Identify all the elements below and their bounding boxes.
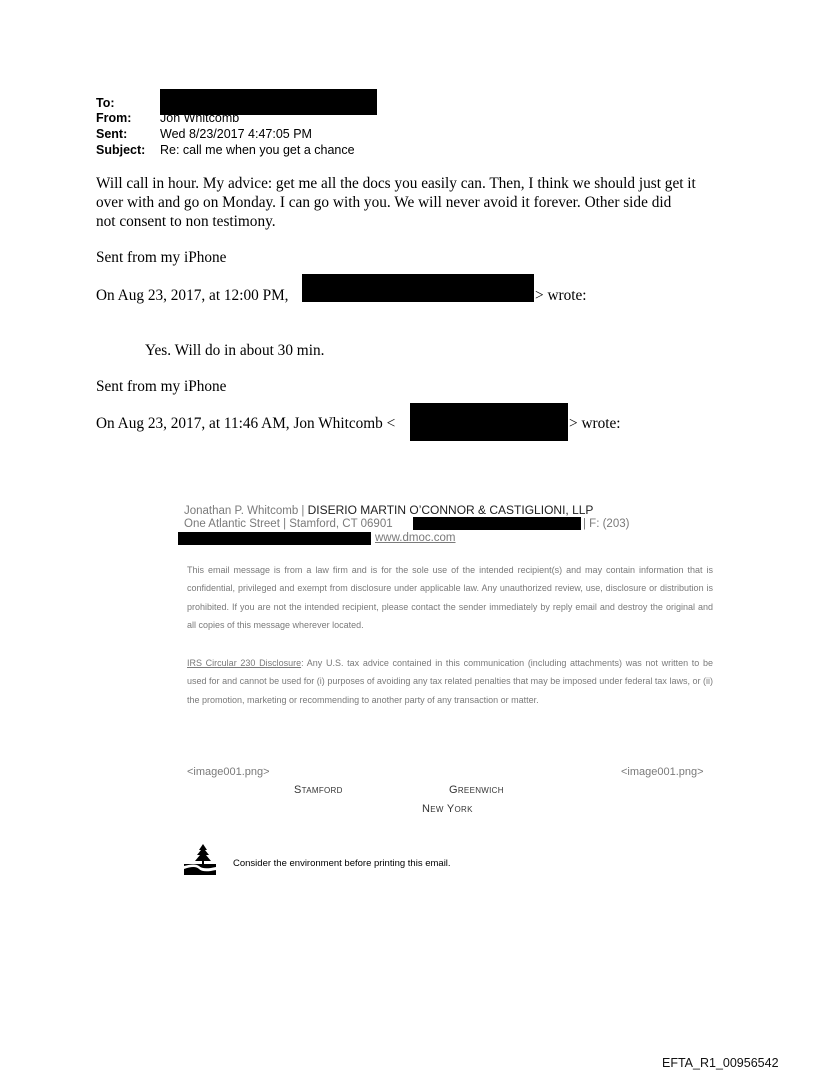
irs-disclosure-text: : Any U.S. tax advice contained in this communication (including attachments) was not written to be used for and cannot be used for (i) purposes of avoiding any tax related penalties that may be imposed under federal tax laws, or (ii) the promotion, marketing or recommending to another party of any transaction or matter. — [187, 658, 713, 705]
signature-name-line — [184, 504, 593, 518]
environment-note: Consider the environment before printing this email. — [233, 858, 451, 869]
body-line-3: not consent to non testimony. — [96, 213, 276, 230]
signature-name: Jonathan P. Whitcomb | — [184, 505, 308, 517]
sent-label: Sent: — [96, 127, 128, 141]
redacted-whitcomb-email — [410, 403, 568, 441]
document-id: EFTA_R1_00956542 — [662, 1056, 779, 1070]
redacted-sender-email — [302, 274, 534, 302]
sent-from-iphone-1: Sent from my iPhone — [96, 249, 227, 266]
reply-text: Yes. Will do in about 30 min. — [145, 342, 325, 359]
quote-header-2-suffix: > wrote: — [569, 415, 621, 432]
body-line-1: Will call in hour. My advice: get me all the docs you easily can. Then, I think we should just get it — [96, 175, 696, 192]
tree-icon — [183, 844, 217, 876]
redacted-fax-email — [178, 532, 371, 545]
office-greenwich: Greenwich — [449, 784, 504, 796]
office-new-york: New York — [422, 803, 473, 815]
quote-header-2: On Aug 23, 2017, at 11:46 AM, Jon Whitcomb < — [96, 415, 396, 432]
image-placeholder-left: <image001.png> — [187, 766, 270, 778]
signature-firm: DISERIO MARTIN O’CONNOR & CASTIGLIONI, LLP — [307, 503, 594, 517]
confidentiality-disclaimer: This email message is from a law firm and is for the sole use of the intended recipient(s) and may contain information that is confidential, privileged and exempt from disclosure under applicable law. Any unauthorized review, use, disclosure or distribution is prohibited. If you are not the intended recipient, please contact the sender immediately by reply email and destroy the original and all copies of this message wherever located. — [187, 565, 713, 631]
irs-disclosure — [187, 654, 713, 709]
irs-disclosure-link[interactable]: IRS Circular 230 Disclosure — [187, 658, 302, 668]
subject-value: Re: call me when you get a chance — [160, 143, 355, 157]
sent-value: Wed 8/23/2017 4:47:05 PM — [160, 127, 312, 141]
quote-header-1-suffix: > wrote: — [535, 287, 587, 304]
signature-address: One Atlantic Street | Stamford, CT 06901 — [184, 518, 393, 530]
sent-from-iphone-2: Sent from my iPhone — [96, 378, 227, 395]
signature-fax: | F: (203) — [583, 518, 630, 530]
image-placeholder-right: <image001.png> — [621, 766, 704, 778]
to-label: To: — [96, 96, 115, 110]
redacted-phone — [413, 517, 581, 530]
office-stamford: Stamford — [294, 784, 343, 796]
subject-label: Subject: — [96, 143, 146, 157]
website-link[interactable]: www.dmoc.com — [375, 532, 456, 544]
from-label: From: — [96, 111, 132, 125]
quote-header-1: On Aug 23, 2017, at 12:00 PM, — [96, 287, 289, 304]
body-line-2: over with and go on Monday. I can go with you. We will never avoid it forever. Other side did — [96, 194, 672, 211]
from-value: Jon Whitcomb — [160, 111, 240, 125]
